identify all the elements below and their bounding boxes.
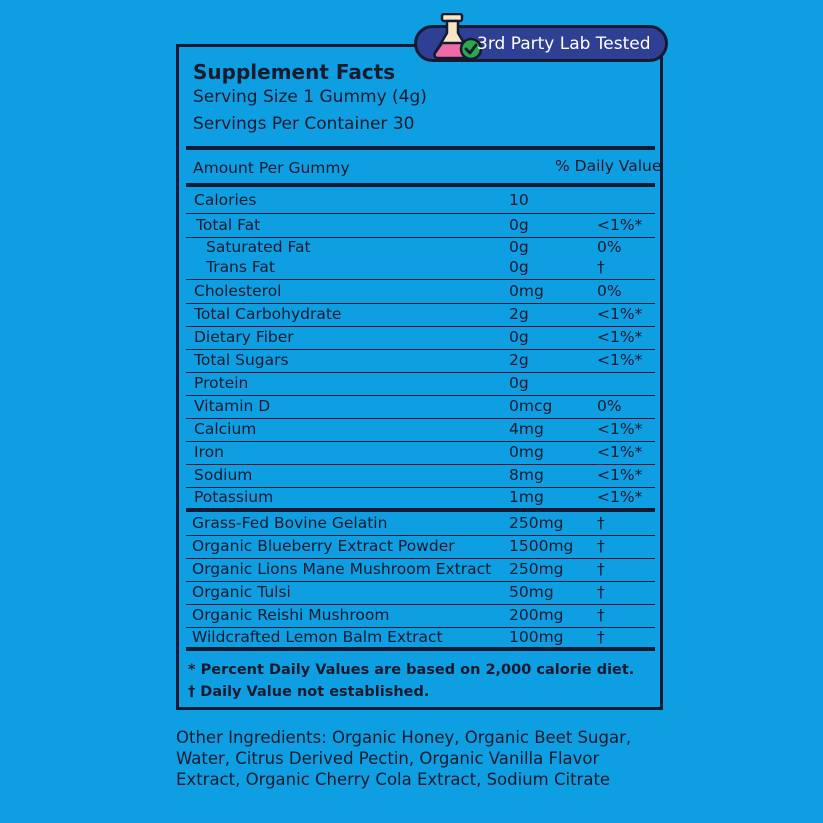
nutrient-name: Sodium [194,466,253,484]
ingredient-amount: 1500mg [509,537,574,555]
table-row [186,419,655,442]
nutrient-amount: 0g [509,216,529,234]
nutrient-name: Iron [194,443,224,461]
table-row [186,238,655,258]
badge-label: 3rd Party Lab Tested [477,34,651,54]
nutrient-dv: 0% [597,282,622,300]
nutrient-amount: 2g [509,305,529,323]
table-row [186,215,655,238]
table-row [186,465,655,488]
table-row [186,559,655,582]
table-row [186,488,655,509]
nutrient-amount: 8mg [509,466,544,484]
table-row [186,258,655,280]
table-row [186,304,655,327]
ingredient-amount: 250mg [509,560,564,578]
nutrient-amount: 0g [509,328,529,346]
nutrient-amount: 0g [509,374,529,392]
nutrient-dv: <1%* [597,305,643,323]
ingredient-dv: † [597,628,605,646]
nutrient-dv: <1%* [597,351,643,369]
table-row [186,582,655,605]
ingredient-dv: † [597,583,605,601]
ingredient-dv: † [597,514,605,532]
calories-value: 10 [509,191,529,209]
nutrient-name: Dietary Fiber [194,328,294,346]
table-row [186,605,655,628]
calories-row [186,189,655,214]
nutrient-dv: 0% [597,397,622,415]
footnotes [188,659,634,703]
ingredient-amount: 250mg [509,514,564,532]
nutrient-name: Total Fat [196,216,261,234]
table-row [186,536,655,559]
table-row [186,628,655,648]
calories-label: Calories [194,191,257,209]
nutrient-dv: <1%* [597,216,643,234]
table-row [186,396,655,419]
ingredient-name: Organic Lions Mane Mushroom Extract [192,560,492,578]
daily-value-header: % Daily Value [555,157,662,175]
ingredient-dv: † [597,606,605,624]
facts-title: Supplement Facts [193,60,396,84]
other-ingredients: Other Ingredients: Organic Honey, Organic Beet Sugar, Water, Citrus Derived Pectin, Organic Vanilla Flavor Extract, Organic Cherry Cola Extract, Sodium Citrate [176,728,632,789]
thick-divider [186,146,655,150]
ingredient-name: Organic Blueberry Extract Powder [192,537,455,555]
nutrient-amount: 1mg [509,488,544,506]
thick-divider [186,183,655,187]
nutrient-name: Cholesterol [194,282,282,300]
thick-divider [186,508,655,512]
table-row [186,442,655,465]
table-row [186,373,655,396]
ingredient-amount: 200mg [509,606,564,624]
nutrient-name: Total Sugars [194,351,289,369]
nutrient-dv: <1%* [597,443,643,461]
nutrient-name: Vitamin D [194,397,271,415]
ingredient-name: Wildcrafted Lemon Balm Extract [192,628,443,646]
ingredient-dv: † [597,537,605,555]
nutrient-amount: 0mcg [509,397,553,415]
nutrient-name: Calcium [194,420,257,438]
facts-header [193,60,427,138]
nutrient-name: Potassium [194,488,274,506]
table-row [186,281,655,304]
nutrient-dv: 0% [597,238,622,256]
serving-size: Serving Size 1 Gummy (4g) [193,87,427,107]
footnote-not-established: † Daily Value not established. [188,684,430,700]
amount-header: Amount Per Gummy [193,159,350,177]
nutrient-name: Trans Fat [206,258,275,276]
ingredient-amount: 50mg [509,583,554,601]
nutrient-amount: 0mg [509,443,544,461]
ingredient-name: Grass-Fed Bovine Gelatin [192,514,388,532]
nutrient-amount: 0mg [509,282,544,300]
ingredient-name: Organic Reishi Mushroom [192,606,390,624]
thick-divider [186,647,655,651]
nutrient-amount: 0g [509,258,529,276]
nutrient-amount: 0g [509,238,529,256]
table-row [186,327,655,350]
nutrient-dv: † [597,258,605,276]
table-row [186,513,655,536]
nutrient-dv: <1%* [597,328,643,346]
nutrient-dv: <1%* [597,420,643,438]
nutrient-name: Saturated Fat [206,238,311,256]
nutrient-dv: <1%* [597,466,643,484]
footnote-daily-values: * Percent Daily Values are based on 2,000 calorie diet. [188,662,635,678]
nutrient-amount: 2g [509,351,529,369]
nutrient-dv: <1%* [597,488,643,506]
servings-per-container: Servings Per Container 30 [193,114,415,134]
nutrient-name: Protein [194,374,249,392]
table-row [186,350,655,373]
ingredient-amount: 100mg [509,628,564,646]
lab-tested-badge [414,25,668,62]
nutrient-name: Total Carbohydrate [194,305,342,323]
nutrient-amount: 4mg [509,420,544,438]
ingredient-name: Organic Tulsi [192,583,291,601]
ingredient-dv: † [597,560,605,578]
